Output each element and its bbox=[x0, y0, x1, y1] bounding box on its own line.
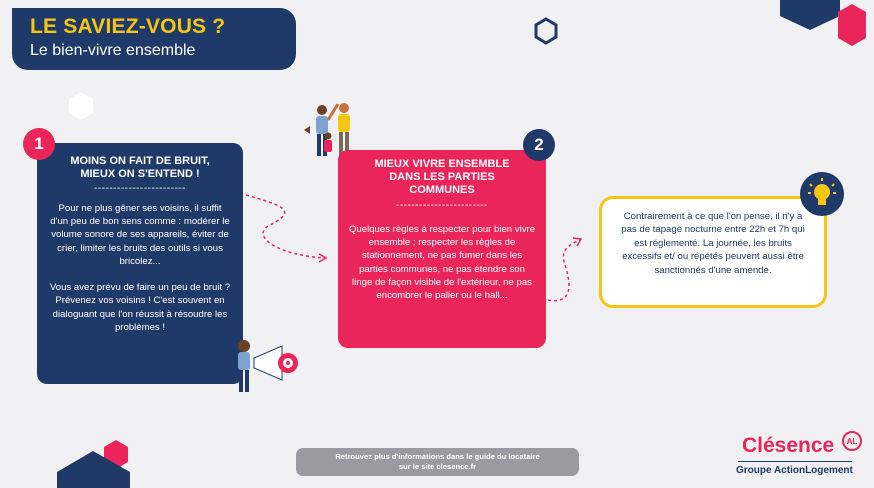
card-noise-divider: ------------------------ bbox=[94, 184, 186, 194]
card-noise-heading: MOINS ON FAIT DE BRUIT, MIEUX ON S'ENTEND ! bbox=[70, 155, 210, 180]
footer-banner bbox=[296, 448, 579, 476]
hexagon-navy-top-right bbox=[780, 0, 840, 30]
page-title: LE SAVIEZ-VOUS ? bbox=[30, 15, 226, 38]
logo-name: Clésence bbox=[742, 434, 835, 457]
hexagon-pink-top-right bbox=[838, 4, 866, 46]
card-common-areas bbox=[338, 150, 546, 348]
card-noise bbox=[37, 143, 243, 384]
megaphone-icon bbox=[230, 336, 302, 398]
card-night-text: Contrairement à ce que l'on pense, il n'y a pas de tapage nocturne entre 22h et 7h qui est réglementé. La journée, les bruits excessifs et/ ou répétés peuvent aussi être sanctionnés d'une amende. bbox=[621, 211, 805, 276]
card-common-divider: ------------------------ bbox=[396, 201, 488, 211]
header-box bbox=[12, 8, 296, 70]
footer-line-2: sur le site clesence.fr bbox=[398, 462, 477, 471]
hexagon-outline-top bbox=[536, 19, 556, 43]
page-subtitle: Le bien-vivre ensemble bbox=[30, 42, 196, 59]
connector-arrow-1 bbox=[246, 195, 325, 258]
connector-arrow-2 bbox=[548, 240, 580, 301]
card-night-noise bbox=[599, 196, 827, 308]
card-common-heading: MIEUX VIVRE ENSEMBLE DANS LES PARTIES COMMUNES bbox=[374, 158, 510, 196]
step-badge-2: 2 bbox=[523, 129, 555, 161]
logo-subtitle: Groupe ActionLogement bbox=[736, 465, 853, 476]
step-badge-1: 1 bbox=[23, 128, 55, 160]
hexagon-white-left bbox=[69, 92, 93, 120]
footer-line-1: Retrouvez plus d'informations dans le guide du locataire bbox=[335, 452, 540, 461]
card-common-text: Quelques règles à respecter pour bien vivre ensemble : respecter les règles de stationnement, ne pas fumer dans les parties communes, ne pas étendre son linge de façon visible de l'extérieur, ne pas encombrer le palier ou le hall... bbox=[348, 224, 536, 302]
card-noise-text: Pour ne plus gêner ses voisins, il suffit d'un peu de bon sens comme : modérer le volume sonore de ses appareils, éviter de crier, limiter les bruits des outils si vous bricolez... Vous avez prévu de faire un peu de bruit ? Prévenez vos voisins ! C'est souvent en dialoguant que l'on réussit à résoudre les problèmes ! bbox=[49, 203, 231, 333]
logo-divider bbox=[738, 461, 852, 462]
logo-mark: AL bbox=[842, 431, 862, 451]
lightbulb-icon bbox=[800, 172, 844, 216]
